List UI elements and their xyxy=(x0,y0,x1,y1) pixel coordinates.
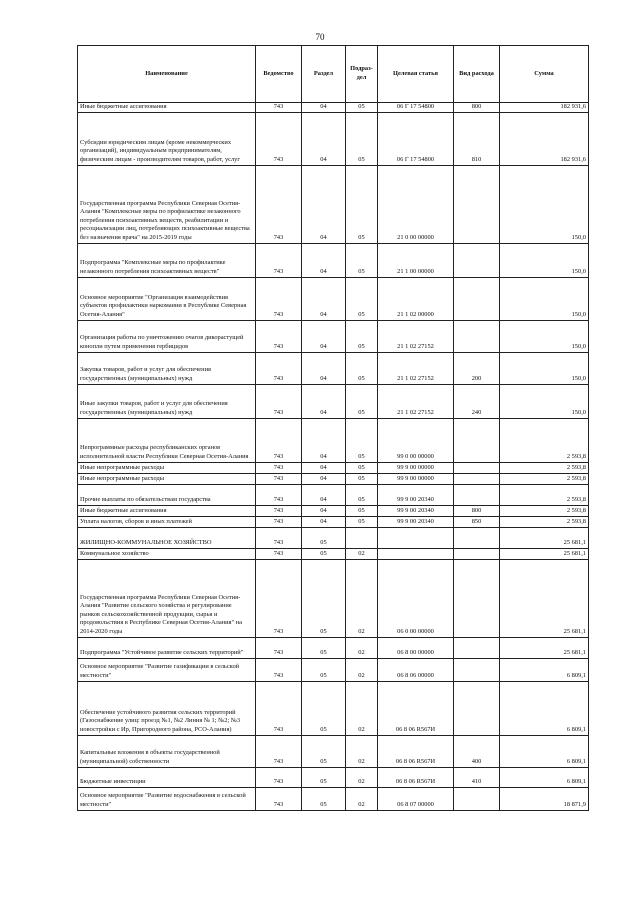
cell-expense-kind xyxy=(454,658,500,681)
cell-target-article: 06 8 06 R567И xyxy=(378,681,454,735)
cell-sum: 2 593,8 xyxy=(500,516,589,527)
cell-department: 743 xyxy=(256,462,302,473)
cell-subsection: 05 xyxy=(346,103,378,113)
cell-department: 743 xyxy=(256,277,302,320)
cell-sum: 2 593,8 xyxy=(500,484,589,505)
cell-section: 04 xyxy=(302,243,346,277)
cell-subsection: 05 xyxy=(346,352,378,384)
cell-section: 04 xyxy=(302,484,346,505)
cell-subsection: 02 xyxy=(346,735,378,767)
cell-expense-kind: 850 xyxy=(454,516,500,527)
cell-target-article: 06 8 06 00000 xyxy=(378,658,454,681)
cell-target-article: 99 9 00 00000 xyxy=(378,462,454,473)
cell-section: 05 xyxy=(302,787,346,810)
cell-sum: 25 681,1 xyxy=(500,548,589,559)
page-number: 70 xyxy=(315,32,325,42)
cell-section: 04 xyxy=(302,320,346,352)
cell-department: 743 xyxy=(256,787,302,810)
cell-subsection: 02 xyxy=(346,767,378,787)
cell-target-article: 21 1 02 00000 xyxy=(378,277,454,320)
cell-department: 743 xyxy=(256,527,302,548)
cell-target-article: 99 9 00 20340 xyxy=(378,505,454,516)
table-body xyxy=(78,103,589,811)
cell-department: 743 xyxy=(256,505,302,516)
cell-sum: 150,0 xyxy=(500,243,589,277)
cell-target-article: 21 0 00 00000 xyxy=(378,165,454,243)
cell-expense-kind xyxy=(454,548,500,559)
cell-expense-kind xyxy=(454,462,500,473)
cell-sum: 25 681,1 xyxy=(500,637,589,658)
cell-sum: 2 593,8 xyxy=(500,418,589,462)
cell-name: Закупка товаров, работ и услуг для обеспечения государственных (муниципальных) нужд xyxy=(78,352,256,384)
cell-subsection: 02 xyxy=(346,681,378,735)
cell-subsection: 05 xyxy=(346,505,378,516)
cell-sum: 2 593,8 xyxy=(500,462,589,473)
cell-section: 04 xyxy=(302,112,346,165)
cell-subsection: 05 xyxy=(346,320,378,352)
cell-target-article: 99 9 00 20340 xyxy=(378,516,454,527)
cell-expense-kind xyxy=(454,418,500,462)
cell-name: Организация работы по уничтожению очагов дикорастущей конопли путем применения гербицидов xyxy=(78,320,256,352)
cell-section: 04 xyxy=(302,462,346,473)
cell-section: 04 xyxy=(302,103,346,113)
cell-subsection: 05 xyxy=(346,112,378,165)
cell-expense-kind xyxy=(454,681,500,735)
cell-subsection: 05 xyxy=(346,418,378,462)
cell-expense-kind xyxy=(454,637,500,658)
table-row xyxy=(78,505,589,516)
cell-target-article: 99 9 00 00000 xyxy=(378,473,454,484)
cell-name: Капитальные вложения в объекты государственной (муниципальной) собственности xyxy=(78,735,256,767)
cell-expense-kind: 800 xyxy=(454,505,500,516)
cell-name: Иные закупки товаров, работ и услуг для обеспечения государственных (муниципальных) нужд xyxy=(78,384,256,418)
cell-subsection: 05 xyxy=(346,384,378,418)
cell-department: 743 xyxy=(256,103,302,113)
cell-section: 05 xyxy=(302,548,346,559)
cell-subsection: 05 xyxy=(346,277,378,320)
cell-name: Иные непрограммные расходы xyxy=(78,462,256,473)
header-sum: Сумма xyxy=(500,46,589,103)
cell-subsection: 02 xyxy=(346,637,378,658)
cell-expense-kind xyxy=(454,320,500,352)
cell-expense-kind: 810 xyxy=(454,112,500,165)
cell-expense-kind xyxy=(454,277,500,320)
cell-section: 04 xyxy=(302,384,346,418)
budget-table xyxy=(77,45,589,811)
table-row xyxy=(78,462,589,473)
cell-subsection: 02 xyxy=(346,548,378,559)
table-row xyxy=(78,735,589,767)
cell-department: 743 xyxy=(256,418,302,462)
cell-sum: 6 809,1 xyxy=(500,767,589,787)
cell-department: 743 xyxy=(256,384,302,418)
cell-target-article: 06 8 07 00000 xyxy=(378,787,454,810)
cell-subsection: 02 xyxy=(346,787,378,810)
cell-target-article xyxy=(378,548,454,559)
cell-section: 05 xyxy=(302,559,346,637)
table-row xyxy=(78,484,589,505)
cell-target-article: 06 Г 17 54800 xyxy=(378,103,454,113)
cell-section: 04 xyxy=(302,352,346,384)
cell-sum: 2 593,8 xyxy=(500,473,589,484)
cell-name: Основное мероприятие "Развитие газификации в сельской местности" xyxy=(78,658,256,681)
cell-expense-kind xyxy=(454,484,500,505)
cell-target-article: 06 8 00 00000 xyxy=(378,637,454,658)
cell-section: 04 xyxy=(302,473,346,484)
cell-department: 743 xyxy=(256,516,302,527)
table-row xyxy=(78,320,589,352)
cell-expense-kind: 800 xyxy=(454,103,500,113)
cell-sum: 18 871,9 xyxy=(500,787,589,810)
header-department: Ведомство xyxy=(256,46,302,103)
cell-section: 04 xyxy=(302,516,346,527)
cell-section: 05 xyxy=(302,527,346,548)
cell-target-article: 21 1 02 27152 xyxy=(378,352,454,384)
cell-department: 743 xyxy=(256,559,302,637)
cell-expense-kind xyxy=(454,165,500,243)
table-row xyxy=(78,384,589,418)
table-row xyxy=(78,658,589,681)
cell-department: 743 xyxy=(256,658,302,681)
cell-subsection: 05 xyxy=(346,243,378,277)
cell-subsection: 05 xyxy=(346,484,378,505)
cell-target-article: 21 1 02 27152 xyxy=(378,320,454,352)
table-row xyxy=(78,103,589,113)
cell-department: 743 xyxy=(256,320,302,352)
cell-department: 743 xyxy=(256,112,302,165)
cell-department: 743 xyxy=(256,473,302,484)
header-expense-kind: Вид расхода xyxy=(454,46,500,103)
cell-department: 743 xyxy=(256,767,302,787)
cell-name: Иные бюджетные ассигнования xyxy=(78,505,256,516)
table-row xyxy=(78,527,589,548)
table-row xyxy=(78,548,589,559)
cell-name: Иные бюджетные ассигнования xyxy=(78,103,256,113)
cell-section: 05 xyxy=(302,681,346,735)
table-row xyxy=(78,165,589,243)
cell-name: Коммунальное хозяйство xyxy=(78,548,256,559)
cell-name: Прочие выплаты по обязательствам государства xyxy=(78,484,256,505)
cell-subsection: 05 xyxy=(346,462,378,473)
cell-expense-kind: 400 xyxy=(454,735,500,767)
cell-section: 05 xyxy=(302,735,346,767)
cell-section: 04 xyxy=(302,418,346,462)
cell-name: Обеспечение устойчивого развития сельских территорий (Газоснабжение улиц: проезд №1, №2 Линия № 1; №2; №3 новостройки с Ир, Пригородного района, РСО-Алания) xyxy=(78,681,256,735)
cell-sum: 150,0 xyxy=(500,165,589,243)
cell-sum: 6 809,1 xyxy=(500,658,589,681)
table-row xyxy=(78,681,589,735)
cell-expense-kind: 240 xyxy=(454,384,500,418)
cell-name: Непрограммные расходы республиканских органов исполнительной власти Республики Северная Осетия-Алания xyxy=(78,418,256,462)
cell-expense-kind xyxy=(454,787,500,810)
table-row xyxy=(78,418,589,462)
header-section: Раздел xyxy=(302,46,346,103)
table-row xyxy=(78,787,589,810)
cell-name: ЖИЛИЩНО-КОММУНАЛЬНОЕ ХОЗЯЙСТВО xyxy=(78,527,256,548)
table-row xyxy=(78,112,589,165)
cell-expense-kind: 410 xyxy=(454,767,500,787)
cell-sum: 182 931,6 xyxy=(500,112,589,165)
cell-target-article xyxy=(378,527,454,548)
cell-sum: 150,0 xyxy=(500,384,589,418)
table-row xyxy=(78,243,589,277)
cell-target-article: 06 8 06 R567И xyxy=(378,735,454,767)
cell-sum: 182 931,6 xyxy=(500,103,589,113)
cell-target-article: 21 1 02 27152 xyxy=(378,384,454,418)
table-row xyxy=(78,559,589,637)
cell-subsection xyxy=(346,527,378,548)
table-row xyxy=(78,352,589,384)
table-row xyxy=(78,473,589,484)
cell-section: 05 xyxy=(302,658,346,681)
cell-subsection: 02 xyxy=(346,559,378,637)
cell-expense-kind xyxy=(454,527,500,548)
cell-subsection: 05 xyxy=(346,473,378,484)
header-name: Наименование xyxy=(78,46,256,103)
cell-name: Подпрограмма "Комплексные меры по профилактике незаконного потребления психоактивных веществ" xyxy=(78,243,256,277)
cell-name: Уплата налогов, сборов и иных платежей xyxy=(78,516,256,527)
cell-sum: 150,0 xyxy=(500,320,589,352)
cell-department: 743 xyxy=(256,637,302,658)
table-row xyxy=(78,516,589,527)
cell-target-article: 06 8 06 R567И xyxy=(378,767,454,787)
cell-department: 743 xyxy=(256,548,302,559)
cell-subsection: 05 xyxy=(346,165,378,243)
cell-target-article: 99 9 00 20340 xyxy=(378,484,454,505)
cell-sum: 25 681,1 xyxy=(500,559,589,637)
cell-subsection: 02 xyxy=(346,658,378,681)
cell-name: Основное мероприятие "Организация взаимодействия субъектов профилактики наркомании в Республике Северная Осетия-Алания" xyxy=(78,277,256,320)
cell-target-article: 06 Г 17 54800 xyxy=(378,112,454,165)
cell-target-article: 06 0 00 00000 xyxy=(378,559,454,637)
cell-department: 743 xyxy=(256,165,302,243)
header-target-article: Целевая статья xyxy=(378,46,454,103)
cell-sum: 6 809,1 xyxy=(500,681,589,735)
cell-department: 743 xyxy=(256,484,302,505)
cell-section: 04 xyxy=(302,505,346,516)
cell-sum: 150,0 xyxy=(500,352,589,384)
cell-name: Субсидии юридическим лицам (кроме некоммерческих организаций), индивидуальным предпринимателям, физическим лицам - производителям товаров, работ, услуг xyxy=(78,112,256,165)
cell-subsection: 05 xyxy=(346,516,378,527)
cell-name: Государственная программа Республики Северная Осетия-Алания "Развитие сельского хозяйства и регулирование рынков сельскохозяйственной продукции, сырья и продовольствия в Республике Северная Осетия-Алания" на 2014-2020 годы xyxy=(78,559,256,637)
table-header-row xyxy=(78,46,589,103)
cell-section: 05 xyxy=(302,767,346,787)
cell-name: Иные непрограммные расходы xyxy=(78,473,256,484)
cell-target-article: 99 0 00 00000 xyxy=(378,418,454,462)
cell-sum: 6 809,1 xyxy=(500,735,589,767)
header-subsection: Подраз-дел xyxy=(346,46,378,103)
cell-sum: 2 593,8 xyxy=(500,505,589,516)
table-row xyxy=(78,637,589,658)
cell-expense-kind xyxy=(454,243,500,277)
cell-section: 04 xyxy=(302,277,346,320)
cell-sum: 25 681,1 xyxy=(500,527,589,548)
cell-section: 05 xyxy=(302,637,346,658)
cell-name: Основное мероприятие "Развитие водоснабжения в сельской местности" xyxy=(78,787,256,810)
cell-department: 743 xyxy=(256,352,302,384)
cell-target-article: 21 1 00 00000 xyxy=(378,243,454,277)
cell-sum: 150,0 xyxy=(500,277,589,320)
cell-department: 743 xyxy=(256,243,302,277)
table-row xyxy=(78,767,589,787)
cell-department: 743 xyxy=(256,681,302,735)
cell-name: Государственная программа Республики Северная Осетия-Алания "Комплексные меры по профилактике незаконного потребления психоактивных веществ, реабилитации и ресоциализации лиц, потребляющих психоактивные вещества без назначения врача" на 2015-2019 годы xyxy=(78,165,256,243)
cell-expense-kind xyxy=(454,473,500,484)
cell-department: 743 xyxy=(256,735,302,767)
cell-name: Бюджетные инвестиции xyxy=(78,767,256,787)
cell-name: Подпрограмма "Устойчивое развитие сельских территорий" xyxy=(78,637,256,658)
cell-expense-kind xyxy=(454,559,500,637)
table-row xyxy=(78,277,589,320)
cell-section: 04 xyxy=(302,165,346,243)
cell-expense-kind: 200 xyxy=(454,352,500,384)
